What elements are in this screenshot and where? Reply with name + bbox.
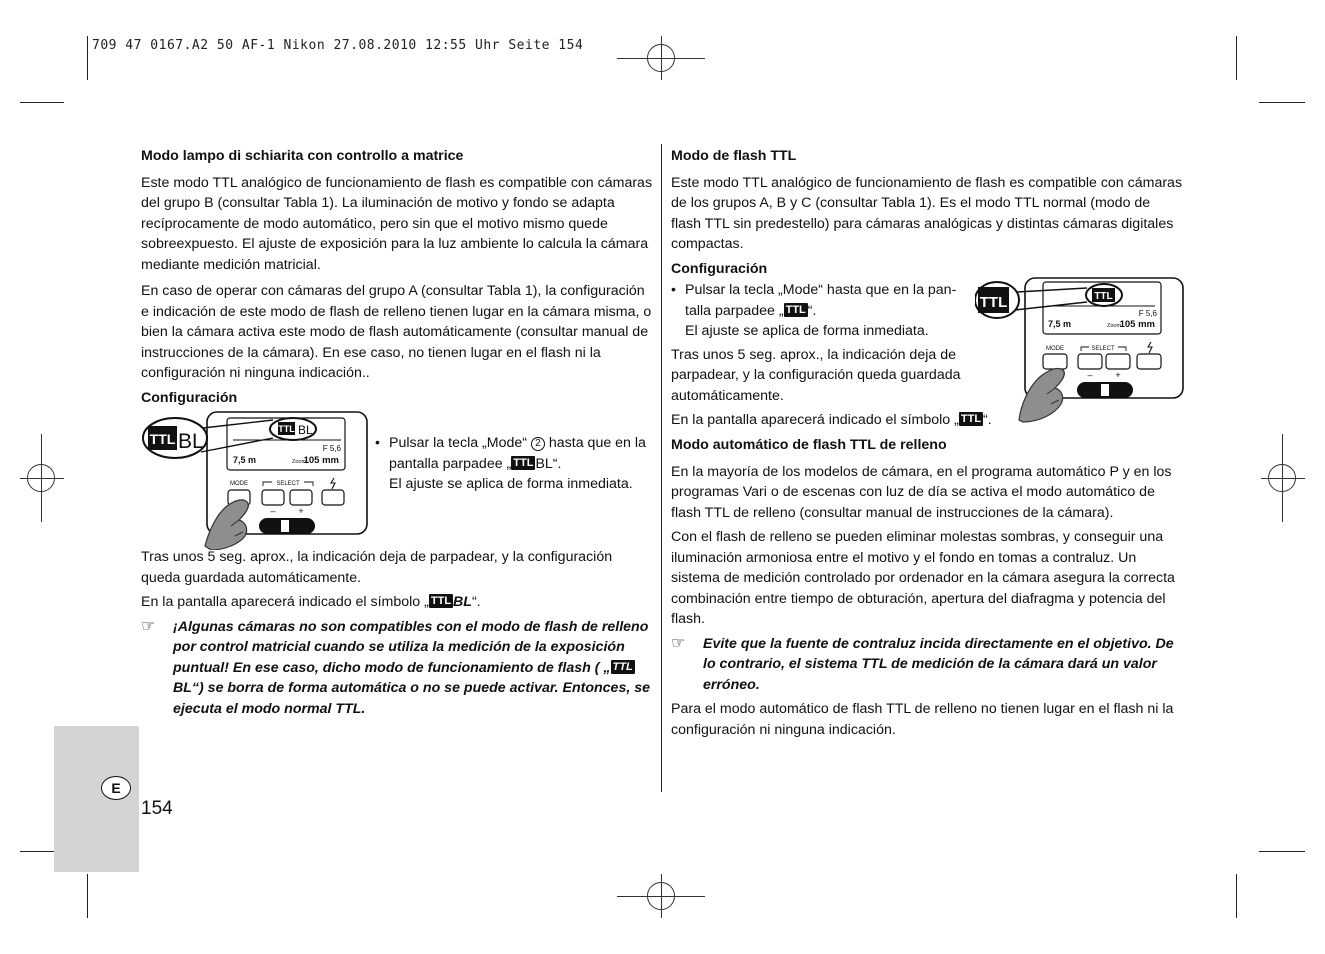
- callout-bl-text: BL: [178, 430, 204, 453]
- left-bullet-line3: El ajuste se aplica de forma inmediata.: [389, 476, 633, 492]
- screen-aperture: F 5,6: [1138, 309, 1157, 318]
- print-header-line: 709 47 0167.A2 50 AF-1 Nikon 27.08.2010 12:55 Uhr Seite 154: [92, 38, 584, 53]
- right-para-6: Para el modo automático de flash TTL de relleno no tienen lugar en el flash ni la configuración ni ninguna indicación.: [671, 701, 1174, 738]
- left-bullet-text-a: Pulsar la tecla „Mode“: [389, 435, 527, 451]
- plus-label: +: [1115, 370, 1121, 380]
- page-number: 154: [141, 798, 173, 819]
- callout-ttl-symbol: TTL: [979, 294, 1008, 311]
- crop-mark-bottom-left-v: [87, 874, 88, 918]
- left-para-3: Tras unos 5 seg. aprox., la indicación deja de parpadear, y la configuración queda guardada automáticamente.: [141, 549, 613, 586]
- crop-mark-bottom-right-v: [1236, 874, 1237, 918]
- screen-zoom-value: 105 mm: [303, 455, 339, 466]
- left-note-text-a: ¡Algunas cámaras no son compatibles con el modo de flash de relleno por control matricial cuando se utiliza la medición de la exposición puntual! En ese caso, dicho modo de funcionamiento de flash ( „: [173, 618, 649, 676]
- right-column: [671, 146, 1183, 285]
- column-divider: [661, 144, 662, 792]
- screen-ttl-symbol: TTL: [1094, 291, 1113, 302]
- left-note: [141, 617, 653, 720]
- mode-label: MODE: [230, 481, 248, 487]
- select-label: SELECT: [276, 481, 300, 487]
- language-badge: E: [101, 776, 131, 800]
- left-note-text-b: BL“) se borra de forma automática o no se puede activar. Entonces, se ejecuta el modo normal TTL.: [173, 680, 650, 717]
- right-config-heading: Configuración: [671, 260, 768, 277]
- right-para-1: Este modo TTL analógico de funcionamiento de flash es compatible con cámaras de los grupos A, B y C (consultar Tabla 1). Es el modo TTL normal (modo de flash TTL sin predestello) para cámaras analógicas y distintas cámaras digitales compactas.: [671, 174, 1183, 252]
- screen-zoom-value: 105 mm: [1119, 319, 1155, 330]
- minus-label: –: [1087, 370, 1093, 380]
- crop-mark-top-left-h: [20, 102, 64, 103]
- right-bullet-text-a: Pulsar la tecla „Mode“ hasta que en la pan-: [685, 282, 957, 298]
- screen-zoom-label: Zoom: [1107, 323, 1122, 329]
- left-column-lower: [141, 547, 653, 719]
- right-heading-2: Modo automático de flash TTL de relleno: [671, 437, 947, 453]
- mode-label: MODE: [1046, 346, 1064, 352]
- left-config-heading: Configuración: [141, 389, 238, 406]
- hand-point-right-icon: ☞: [141, 617, 156, 635]
- crop-mark-bottom-right-h: [1259, 851, 1305, 852]
- right-config-bullet: • Pulsar la tecla „Mode“ hasta que en la pan- talla parpadee „ TTL “. El ajuste se aplica de forma inmediata. Tras unos 5 seg. aprox., la indicación deja de parpadear, y la configuración queda guardada automáticamente. En la pantalla aparecerá indicado el símbolo „ TTL “.: [671, 280, 971, 435]
- ttl-symbol-inline: TTL: [430, 595, 452, 607]
- left-bullet-text-b: hasta que en la pantalla parpadee „: [389, 435, 646, 472]
- right-note-text: Evite que la fuente de contraluz incida directamente en el objetivo. De lo contrario, el sistema TTL de medición de la cámara dará un valor erróneo.: [703, 635, 1174, 693]
- flash-display-diagram-ttl: [975, 276, 1185, 426]
- left-config-bullet: • Pulsar la tecla „Mode“ 2 hasta que en la pantalla parpadee „ TTL BL“. El ajuste se aplica de forma inmediata.: [375, 435, 646, 492]
- ttl-symbol-inline: TTL: [612, 660, 633, 673]
- right-note: [671, 634, 1183, 696]
- screen-ttl-symbol: TTL: [278, 424, 295, 434]
- right-bullet-text-c: “.: [807, 302, 817, 319]
- screen-distance: 7,5 m: [233, 455, 257, 465]
- callout-ttl-symbol: TTL: [149, 431, 176, 447]
- right-para-3-b: “.: [983, 412, 992, 428]
- right-para-5: Con el flash de relleno se pueden eliminar molestas sombras, y conseguir una iluminación armoniosa entre el motivo y el fondo en tomas a contraluz. Un sistema de medición controlado por ordenador en la cámara asegura la correcta combinación entre tiempo de obturación, apertura del diafragma y potencia del flash.: [671, 529, 1175, 627]
- right-bullet-line3: El ajuste se aplica de forma inmediata.: [685, 323, 929, 339]
- ttl-symbol-inline: TTL: [785, 303, 806, 316]
- mode-key-number: 2: [531, 437, 545, 451]
- left-heading: Modo lampo di schiarita con controllo a matrice: [141, 148, 464, 164]
- left-para-1: Este modo TTL analógico de funcionamiento de flash es compatible con cámaras del grupo B (consultar Tabla 1). La iluminación de motivo y fondo se adapta recíprocamente de modo automático, pero sin que el motivo mismo quede sobreexpuesto. El ajuste de exposición para la luz ambiente lo calcula la cámara mediante medición matricial.: [141, 174, 653, 273]
- left-para-4-a: En la pantalla aparecerá indicado el símbolo „: [141, 594, 429, 610]
- flash-display-diagram-ttl-bl: [141, 410, 371, 550]
- right-heading: Modo de flash TTL: [671, 148, 797, 164]
- crop-mark-top-right-h: [1259, 102, 1305, 103]
- right-bullet-text-b: talla parpadee „: [685, 302, 784, 319]
- ttl-symbol-inline: TTL: [960, 413, 982, 425]
- left-para-2: En caso de operar con cámaras del grupo A (consultar Tabla 1), la configuración e indicación de este modo de flash de relleno tienen lugar en la cámara misma, o bien la cámara activa este modo de flash automáticamente (consultar manual de instrucciones de la cámara). En ese caso, no tienen lugar en el flash ni la configuración ni ninguna indicación..: [141, 283, 652, 381]
- right-para-2: Tras unos 5 seg. aprox., la indicación deja de parpadear, y la configuración queda guardada automáticamente.: [671, 346, 961, 404]
- language-tab: [54, 726, 139, 872]
- screen-zoom-label: Zoom: [292, 459, 307, 465]
- plus-label: +: [298, 506, 304, 516]
- left-bullet-text-c: BL“.: [535, 455, 562, 472]
- screen-distance: 7,5 m: [1048, 319, 1072, 329]
- select-label: SELECT: [1091, 346, 1115, 352]
- left-para-4-c: “.: [471, 594, 481, 610]
- left-column: [141, 146, 653, 414]
- right-para-4: En la mayoría de los modelos de cámara, en el programa automático P y en los programas Vari o de escenas con luz de día se activa el modo automático de flash TTL de relleno (consultar manual de instrucciones de la cámara).: [671, 463, 1172, 521]
- crop-mark-top-left-v: [87, 36, 88, 80]
- minus-label: –: [270, 506, 276, 516]
- crop-mark-top-right-v: [1236, 36, 1237, 80]
- ttl-symbol-inline: TTL: [513, 456, 534, 469]
- screen-bl-text: BL: [298, 423, 313, 437]
- left-para-4-bl: BL: [453, 594, 472, 610]
- right-column-lower: [671, 435, 1183, 744]
- screen-aperture: F 5,6: [322, 444, 341, 453]
- right-para-3-a: En la pantalla aparecerá indicado el símbolo „: [671, 412, 959, 428]
- hand-point-right-icon: ☞: [671, 634, 686, 652]
